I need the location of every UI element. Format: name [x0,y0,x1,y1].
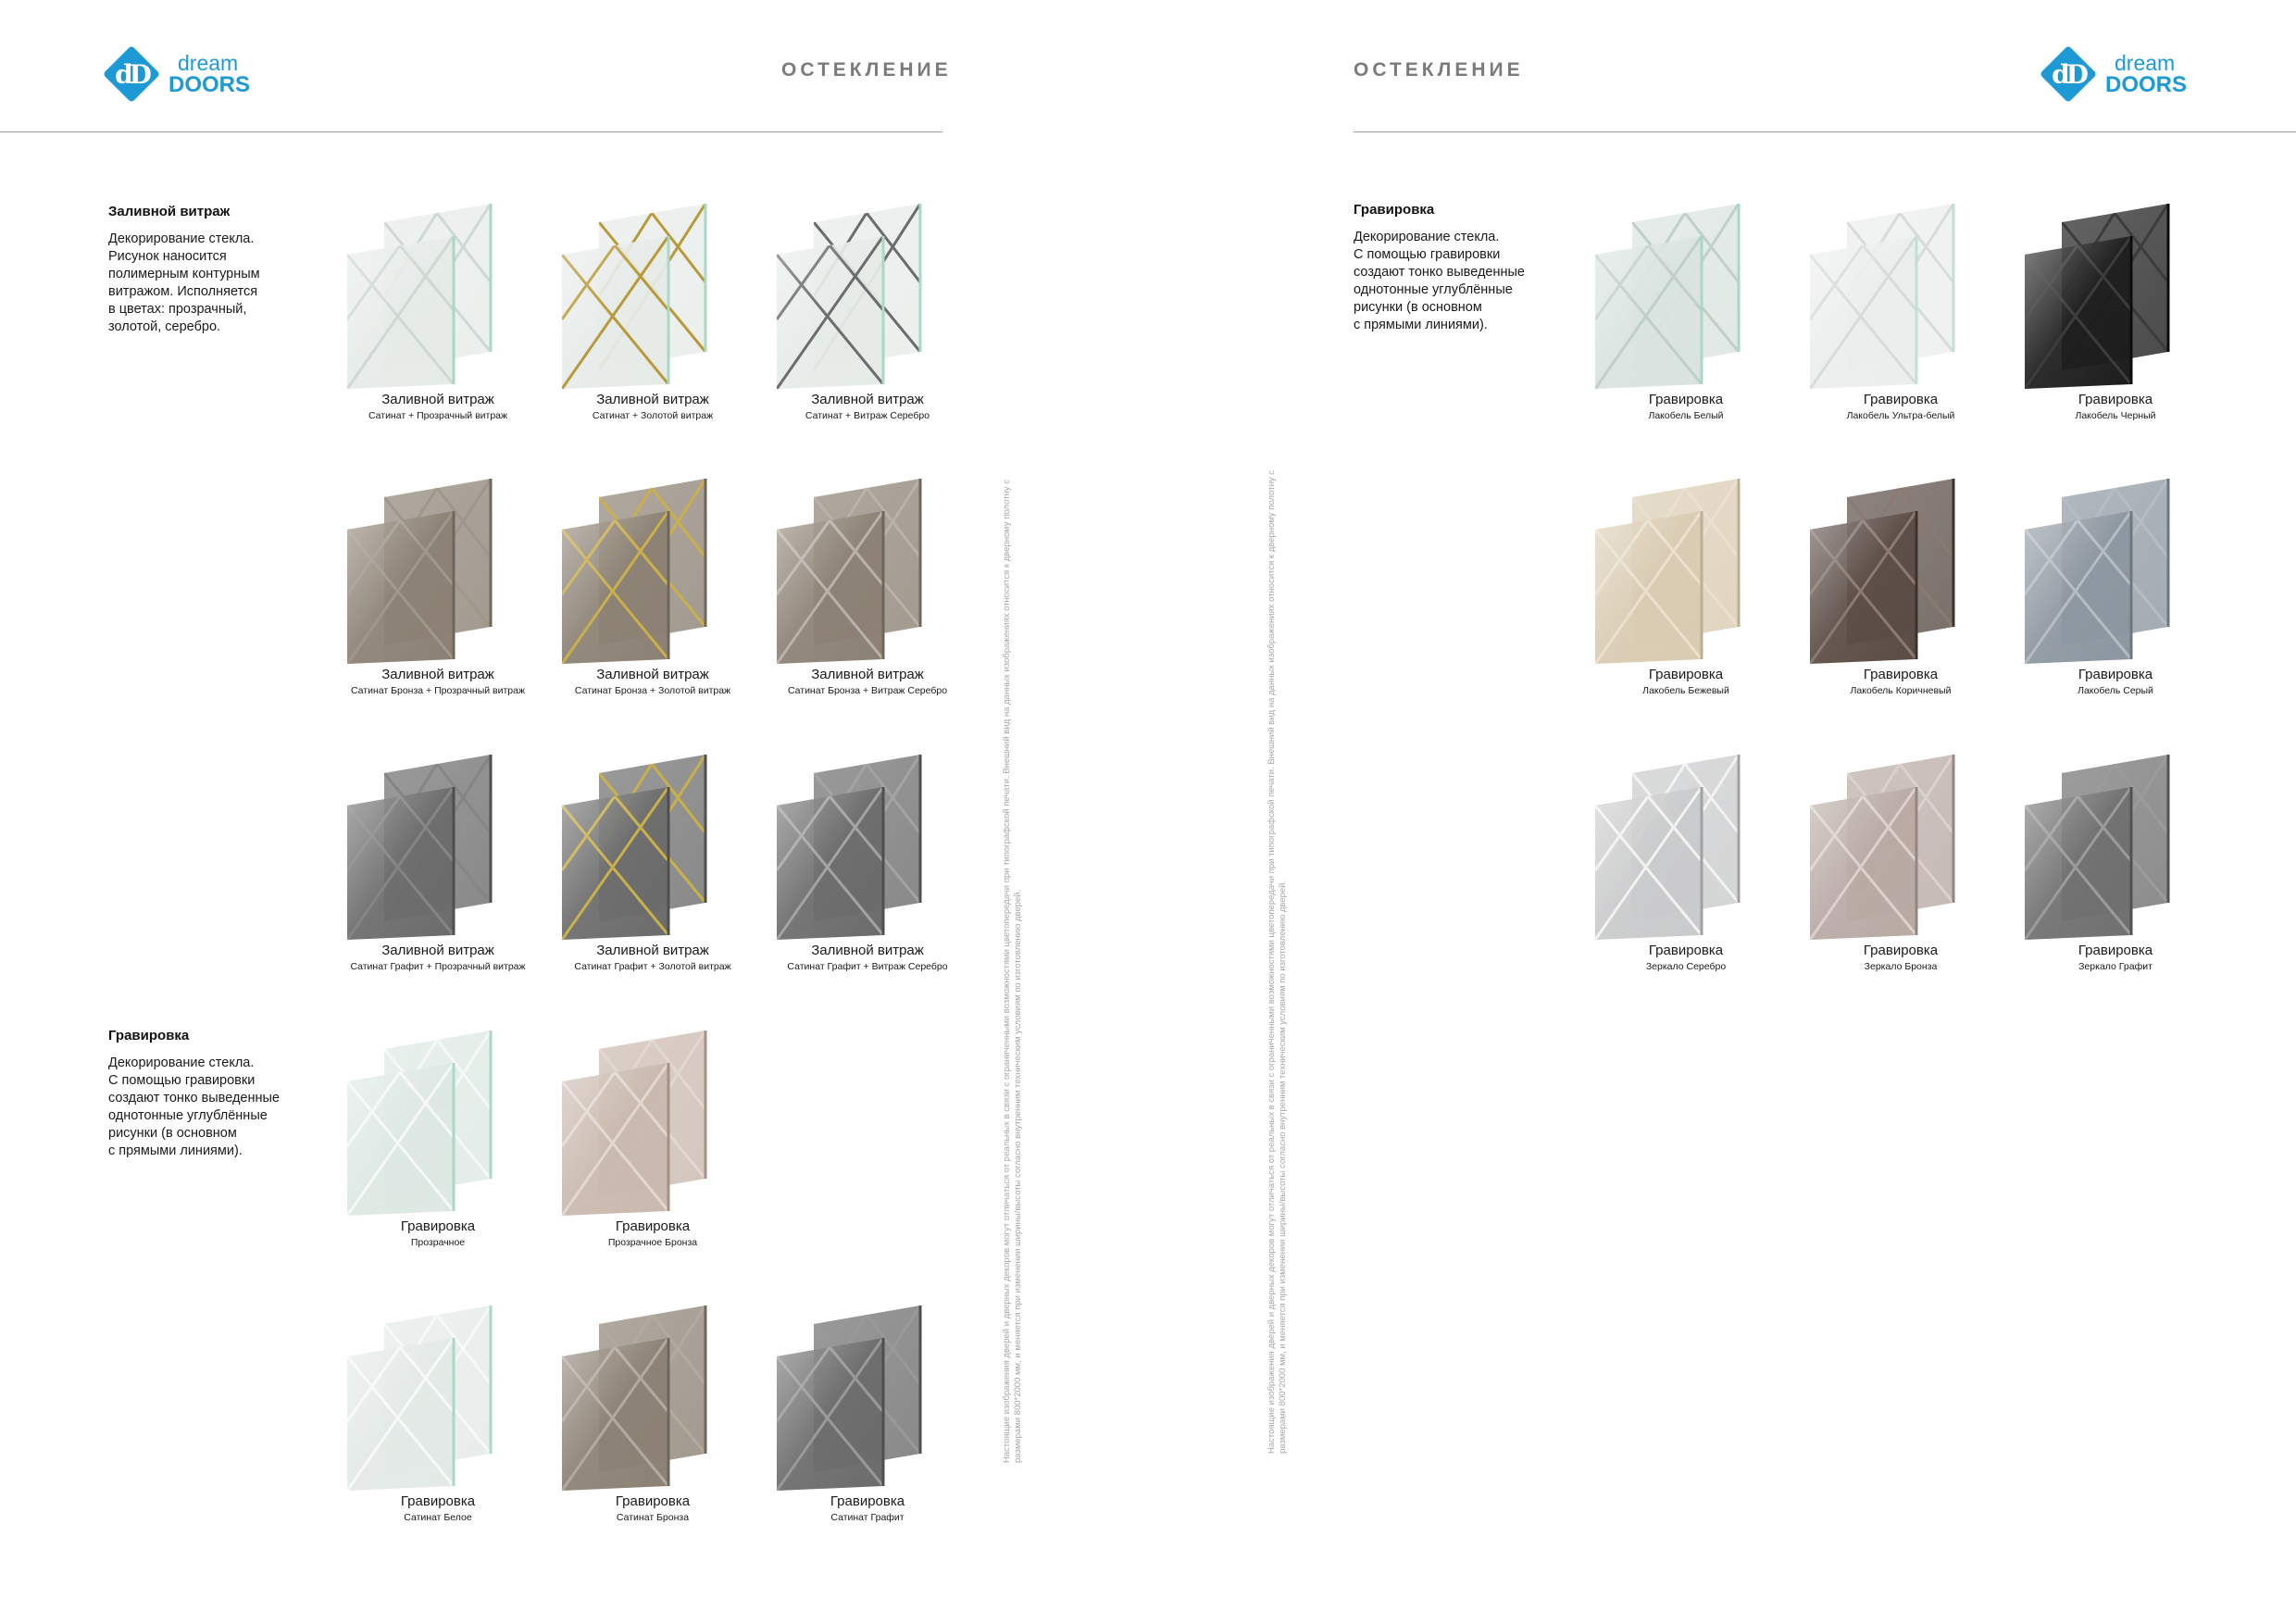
swatch-caption [1575,392,1797,422]
description-text: Декорирование стекла. Рисунок наносится полимерным контурным витражом. Исполняется в цветах: прозрачный, золотой, серебро. [108,231,260,334]
swatch-title: Заливной витраж [811,667,924,682]
swatch-title: Гравировка [615,1218,691,1234]
glass-swatch-image [772,750,957,944]
logo-text-dream: dream [178,51,239,75]
swatch-subtitle: Сатинат Графит + Прозрачный витраж [350,961,526,972]
swatch-caption [542,1218,764,1249]
swatch-title: Заливной витраж [381,392,494,407]
glass-swatch-image [557,199,742,394]
swatch-subtitle: Зеркало Графит [2078,961,2152,972]
glass-swatch-image [343,1026,528,1220]
swatch-caption [756,943,979,973]
swatch-caption [327,1493,549,1524]
swatch-subtitle: Прозрачное Бронза [607,1237,698,1248]
swatch-title: Гравировка [400,1218,476,1234]
swatch-title: Заливной витраж [811,943,924,958]
right-page [1267,0,2296,1624]
header-divider [0,131,942,132]
swatch-caption [2004,943,2227,973]
print-disclaimer: Настоящие изображения дверей и дверных декоров могут отличаться от реальных в связи с ограниченными возможностями цветопередачи при типографской печати. Внешний вид на данных изображениях относится к дверному полотну с размерами 800*2000 мм, и меняется при изменении ширины/высоты согласно внутренним техническим условиям по изготовлению дверей. [1267,470,1288,1454]
logo-text-doors: DOORS [2105,72,2188,97]
swatch-title: Гравировка [1648,943,1724,958]
swatch-subtitle: Сатинат Бронза + Золотой витраж [574,685,731,696]
swatch-caption [1790,392,2012,422]
swatch-subtitle: Зеркало Серебро [1645,961,1727,972]
section-title: ОСТЕКЛЕНИЕ [781,59,952,81]
description-title: Заливной витраж [108,204,231,219]
swatch-title: Гравировка [1648,667,1724,682]
brand-logo [104,46,250,102]
swatch-subtitle: Сатинат Белое [404,1512,472,1523]
swatch-subtitle: Лакобель Белый [1648,410,1724,421]
swatch-caption [542,1493,764,1524]
swatch-subtitle: Сатинат + Прозрачный витраж [368,410,508,421]
header-divider [1354,131,2296,132]
glass-swatch-image [557,474,742,668]
swatch-title: Гравировка [1648,392,1724,407]
swatch-caption [1790,667,2012,697]
swatch-title: Гравировка [615,1493,691,1509]
glass-swatch-image [343,199,528,394]
glass-swatch-image [2020,750,2205,944]
glass-swatch-image [1805,474,1990,668]
glass-swatch-image [1591,750,1776,944]
glass-swatch-image [557,750,742,944]
description-block [108,1028,303,1160]
glass-swatch-image [772,1301,957,1495]
swatch-title: Заливной витраж [596,943,709,958]
swatch-title: Заливной витраж [381,667,494,682]
swatch-title: Гравировка [830,1493,905,1509]
glass-swatch-image [1591,474,1776,668]
swatch-title: Гравировка [2078,667,2153,682]
glass-swatch-image [772,474,957,668]
glass-swatch-image [557,1301,742,1495]
description-block [1354,202,1548,334]
swatch-title: Заливной витраж [596,667,709,682]
glass-swatch-image [1591,199,1776,394]
swatch-title: Заливной витраж [596,392,709,407]
logo-mark-icon: dD [104,46,159,102]
glass-swatch-image [343,750,528,944]
logo-text-dream: dream [2115,51,2176,75]
swatch-subtitle: Сатинат Графит + Витраж Серебро [787,961,948,972]
swatch-caption [2004,392,2227,422]
swatch-caption [542,943,764,973]
glass-swatch-image [343,1301,528,1495]
swatch-subtitle: Сатинат Бронза + Витраж Серебро [787,685,948,696]
swatch-caption [2004,667,2227,697]
glass-swatch-image [2020,474,2205,668]
swatch-caption [542,392,764,422]
swatch-caption [756,1493,979,1524]
logo-text-doors: DOORS [168,72,251,97]
swatch-subtitle: Сатинат Бронза [616,1512,690,1523]
swatch-title: Гравировка [2078,943,2153,958]
glass-swatch-image [2020,199,2205,394]
swatch-caption [542,667,764,697]
swatch-caption [327,1218,549,1249]
swatch-title: Заливной витраж [811,392,924,407]
description-title: Гравировка [108,1028,190,1043]
glass-swatch-image [772,199,957,394]
swatch-subtitle: Лакобель Серый [2078,685,2153,696]
swatch-subtitle: Зеркало Бронза [1864,961,1938,972]
glass-swatch-image [1805,750,1990,944]
swatch-title: Гравировка [2078,392,2153,407]
swatch-caption [756,667,979,697]
swatch-subtitle: Сатинат + Витраж Серебро [805,410,930,421]
swatch-caption [327,392,549,422]
glass-swatch-image [1805,199,1990,394]
print-disclaimer: Настоящие изображения дверей и дверных декоров могут отличаться от реальных в связи с ограниченными возможностями цветопередачи при типографской печати. Внешний вид на данных изображениях относится к дверному полотну с размерами 800*2000 мм, и меняется при изменении ширины/высоты согласно внутренним техническим условиям по изготовлению дверей. [1002,480,1023,1463]
swatch-caption [327,667,549,697]
section-title: ОСТЕКЛЕНИЕ [1354,59,1524,81]
swatch-caption [1575,943,1797,973]
swatch-caption [327,943,549,973]
swatch-title: Гравировка [400,1493,476,1509]
logo-mark-icon: dD [2040,46,2096,102]
swatch-subtitle: Лакобель Коричневый [1850,685,1952,696]
swatch-title: Гравировка [1863,392,1939,407]
swatch-caption [1575,667,1797,697]
swatch-title: Заливной витраж [381,943,494,958]
left-page [0,0,1023,1624]
swatch-subtitle: Сатинат Графит + Золотой витраж [574,961,731,972]
swatch-caption [1790,943,2012,973]
swatch-subtitle: Лакобель Черный [2075,410,2156,421]
swatch-subtitle: Сатинат Бронза + Прозрачный витраж [350,685,526,696]
swatch-subtitle: Сатинат + Золотой витраж [592,410,714,421]
swatch-title: Гравировка [1863,943,1939,958]
swatch-subtitle: Лакобель Ультра-белый [1846,410,1955,421]
swatch-subtitle: Сатинат Графит [830,1512,905,1523]
swatch-caption [756,392,979,422]
description-block [108,204,303,336]
brand-logo [2040,46,2187,102]
glass-swatch-image [343,474,528,668]
description-title: Гравировка [1354,202,1435,218]
glass-swatch-image [557,1026,742,1220]
description-text: Декорирование стекла. С помощью гравировки создают тонко выведенные однотонные углублённые рисунки (в основном с прямыми линиями). [1354,230,1525,332]
swatch-title: Гравировка [1863,667,1939,682]
swatch-subtitle: Лакобель Бежевый [1642,685,1729,696]
swatch-subtitle: Прозрачное [410,1237,466,1248]
description-text: Декорирование стекла. С помощью гравировки создают тонко выведенные однотонные углублённые рисунки (в основном с прямыми линиями). [108,1056,280,1158]
